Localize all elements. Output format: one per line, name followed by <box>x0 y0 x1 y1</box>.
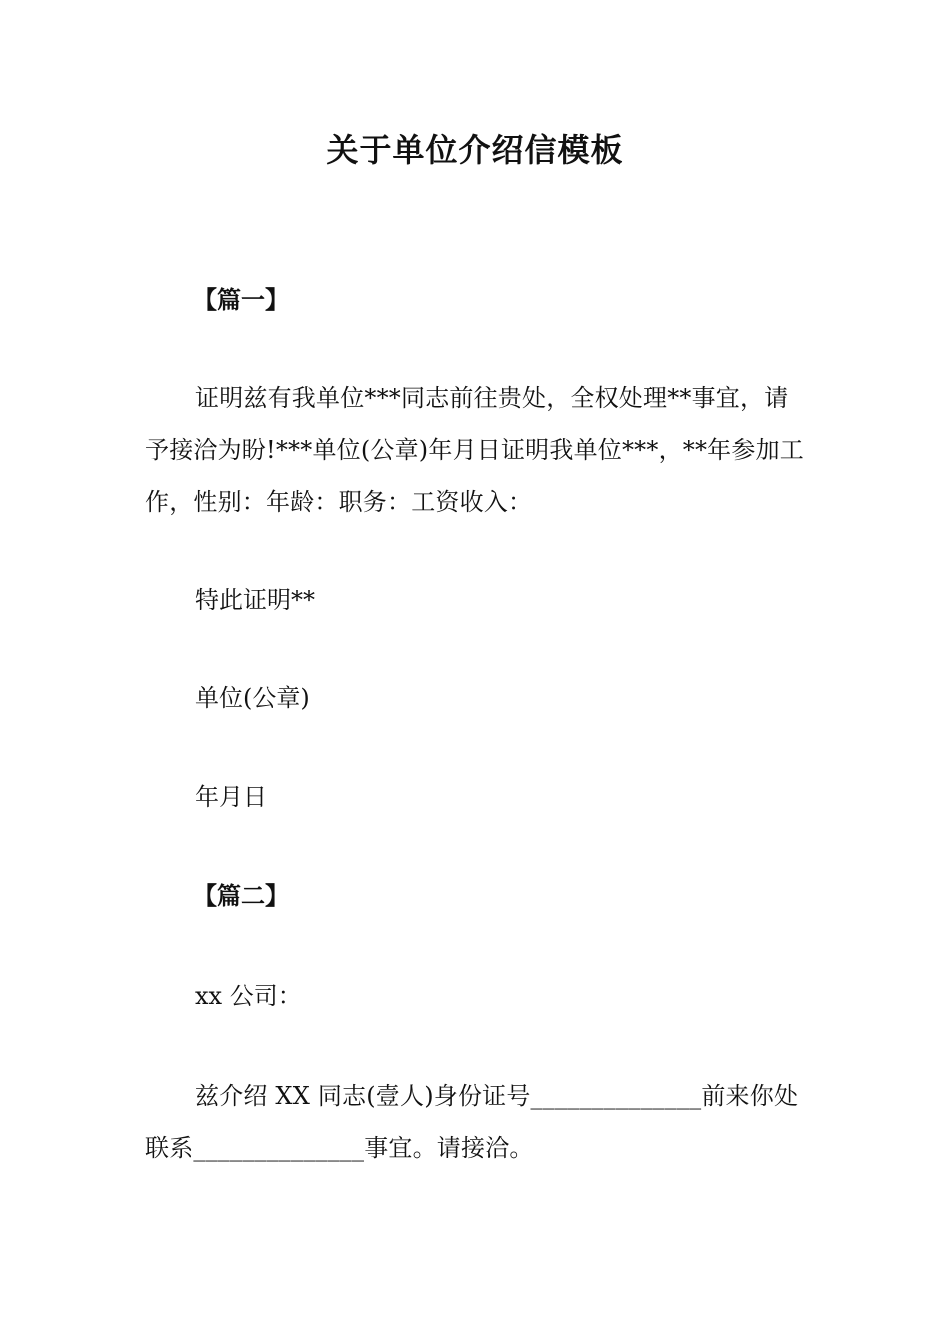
section2-heading: 【篇二】 <box>193 882 289 910</box>
section1-paragraph: 证明兹有我单位***同志前往贵处，全权处理**事宜，请予接洽为盼!***单位(公章)年月日证明我单位***，**年参加工作，性别：年龄：职务：工资收入： <box>145 384 804 516</box>
section2-paragraph: 兹介绍 XX 同志(壹人)身份证号______________前来你处联系______________事宜。请接洽。 <box>145 1082 799 1162</box>
section1-closing: 特此证明** <box>195 586 315 614</box>
section1-date: 年月日 <box>195 783 267 811</box>
section1-heading: 【篇一】 <box>193 286 289 314</box>
section2-addressee: xx 公司： <box>195 982 302 1010</box>
document-title: 关于单位介绍信模板 <box>326 131 624 169</box>
section1-seal: 单位(公章) <box>195 684 310 712</box>
